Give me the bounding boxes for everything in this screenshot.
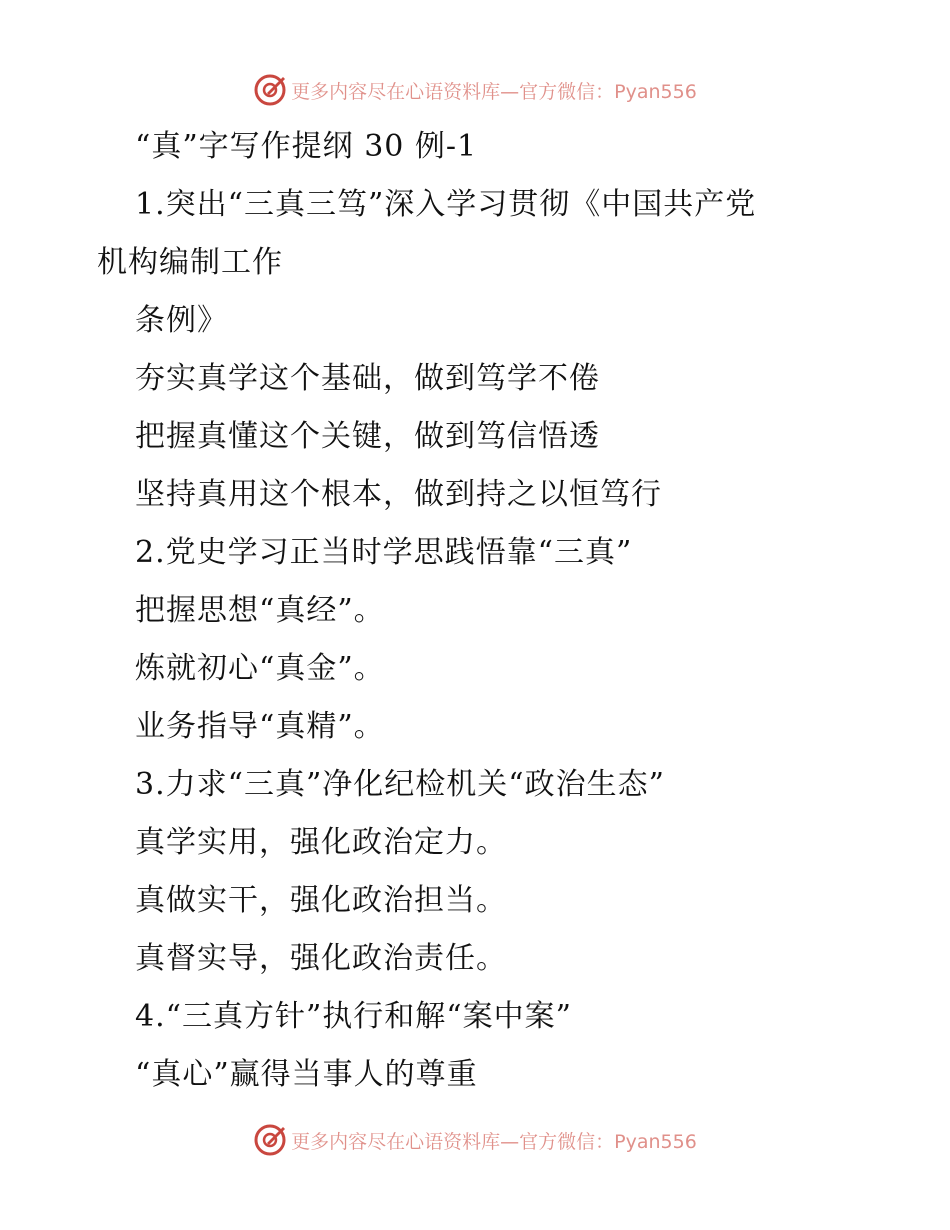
text-line: 把握真懂这个关键，做到笃信悟透 <box>135 419 600 454</box>
text-line: 真学实用，强化政治定力。 <box>135 825 507 860</box>
text-line: 炼就初心“真金”。 <box>135 651 385 686</box>
footer-banner-text: 更多内容尽在心语资料库—官方微信：Pyan556 <box>291 1130 697 1153</box>
text-line: “真心”赢得当事人的尊重 <box>135 1057 478 1092</box>
text-line: 坚持真用这个根本，做到持之以恒笃行 <box>135 477 662 512</box>
document-title: “真”字写作提纲 30 例-1 <box>135 129 478 164</box>
heading-1-continued: 机构编制工作 <box>97 245 283 280</box>
text-line: 条例》 <box>135 303 228 338</box>
heading-1: 1.突出“三真三笃”深入学习贯彻《中国共产党 <box>135 187 757 222</box>
heading-4: 4.“三真方针”执行和解“案中案” <box>135 999 572 1034</box>
text-line: 把握思想“真经”。 <box>135 593 385 628</box>
pen-logo-icon <box>253 73 287 107</box>
footer-banner <box>0 1120 950 1160</box>
header-banner-text: 更多内容尽在心语资料库—官方微信：Pyan556 <box>291 80 697 103</box>
text-line: 真做实干，强化政治担当。 <box>135 883 507 918</box>
header-banner <box>0 70 950 110</box>
text-line: 夯实真学这个基础，做到笃学不倦 <box>135 361 600 396</box>
text-line: 真督实导，强化政治责任。 <box>135 941 507 976</box>
pen-logo-icon <box>253 1123 287 1157</box>
heading-3: 3.力求“三真”净化纪检机关“政治生态” <box>135 767 665 802</box>
heading-2: 2.党史学习正当时学思践悟靠“三真” <box>135 535 633 570</box>
text-line: 业务指导“真精”。 <box>135 709 385 744</box>
